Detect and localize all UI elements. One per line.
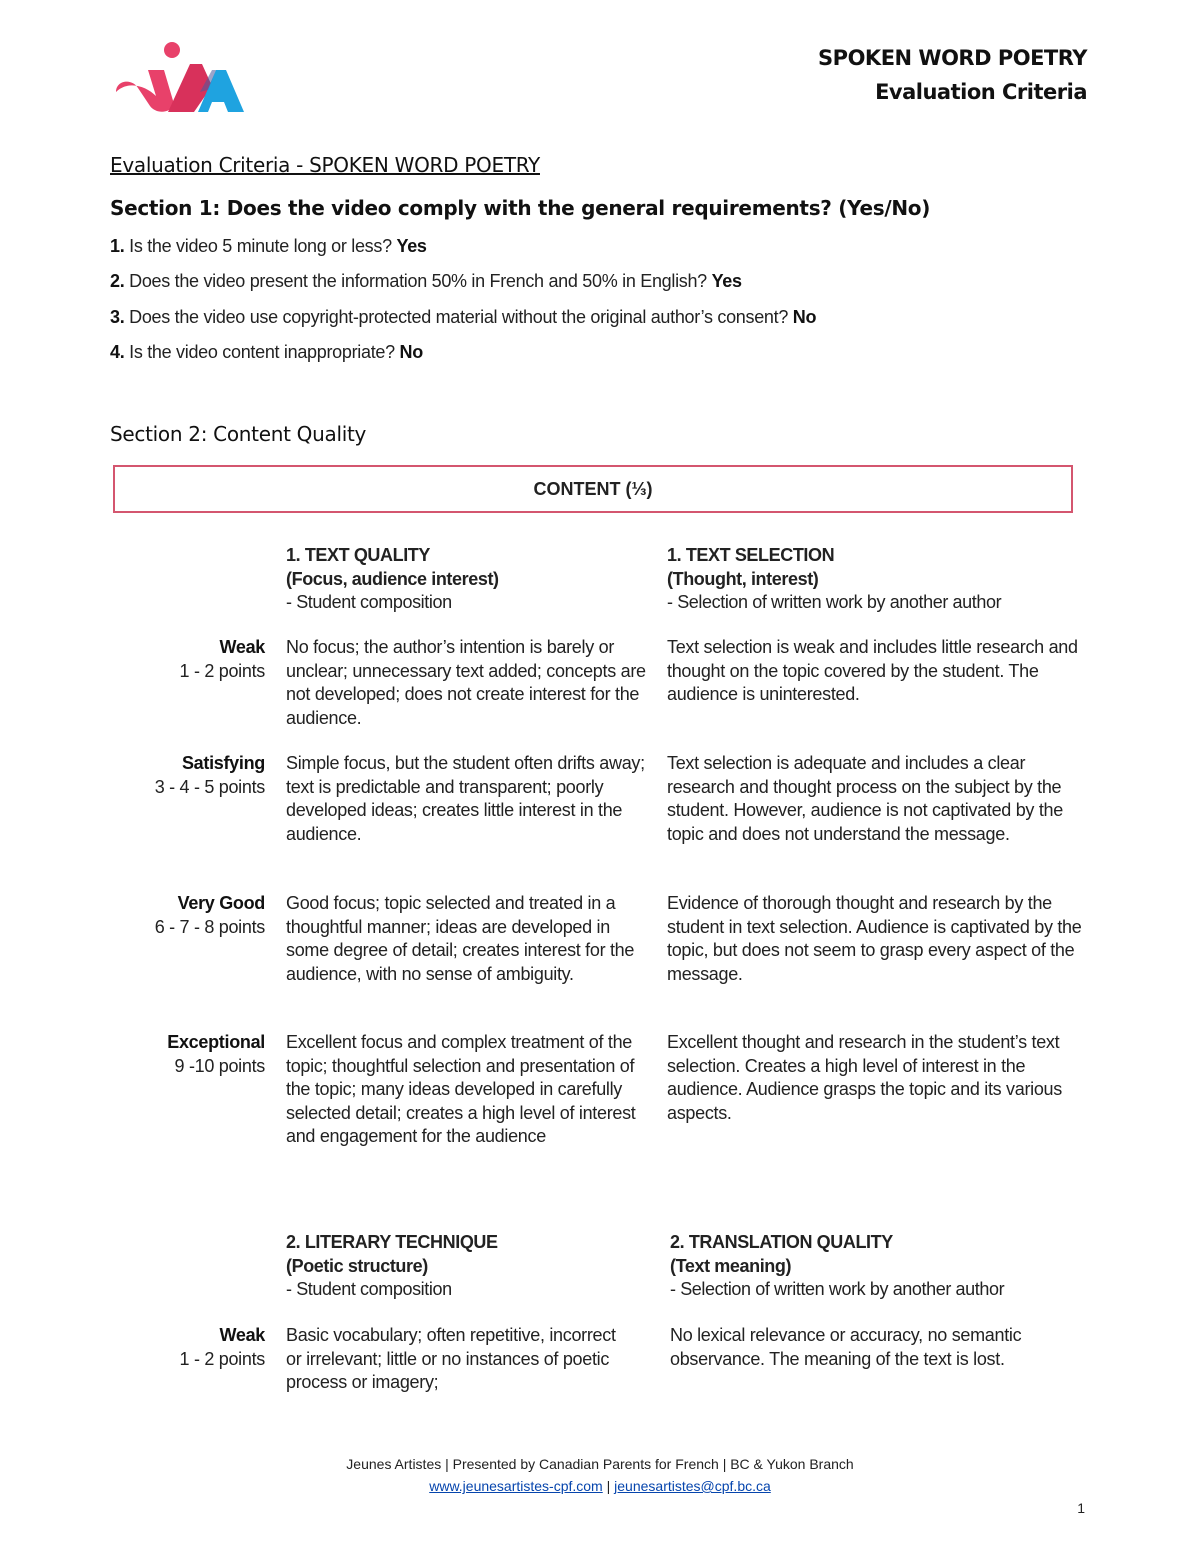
level-name: Weak (219, 637, 265, 657)
footer-credits: Jeunes Artistes | Presented by Canadian Parents for French | BC & Yukon Branch (346, 1456, 854, 1472)
criteria-cell: Text selection is weak and includes little research and thought on the topic covered by the student. The audience is uninterested. (667, 637, 1078, 704)
level-satisfying (105, 752, 265, 799)
level-weak (105, 636, 265, 683)
requirement-number: 3. (110, 307, 125, 327)
criteria-cell: No focus; the author’s intention is barely or unclear; unnecessary text added; concepts are not developed; does not create interest for the audience. (286, 637, 646, 728)
column-note: - Selection of written work by another author (667, 592, 1002, 612)
section2-heading: Section 2: Content Quality (110, 422, 367, 446)
column-subtitle: (Text meaning) (670, 1255, 792, 1276)
content-box-label: CONTENT (⅓) (533, 478, 653, 499)
requirement-question: Does the video present the information 50% in French and 50% in English? (124, 271, 707, 291)
level-points: 1 - 2 points (179, 1348, 265, 1369)
criteria-cell: Text selection is adequate and includes a clear research and thought process on the subject by the student. However, audience is not captivated by the topic and does not understand the message. (667, 753, 1063, 844)
column-title: 1. TEXT SELECTION (667, 545, 835, 565)
column-header-text-selection (667, 544, 1082, 615)
requirement-answer: No (792, 307, 817, 327)
requirement-question: Is the video content inappropriate? (124, 342, 395, 362)
header-subtitle: Evaluation Criteria (875, 80, 1087, 104)
column-title: 2. TRANSLATION QUALITY (670, 1232, 893, 1252)
footer-separator: | (602, 1478, 615, 1494)
column-title: 2. LITERARY TECHNIQUE (286, 1232, 498, 1252)
footer-links (0, 1478, 1200, 1494)
jeunes-artistes-logo (112, 40, 246, 116)
requirement-item (110, 236, 427, 257)
column-note: - Selection of written work by another author (670, 1279, 1005, 1299)
column-header-text-quality (286, 544, 651, 615)
column-header-literary-technique (286, 1231, 651, 1302)
document-title: Evaluation Criteria - SPOKEN WORD POETRY (110, 153, 540, 177)
requirement-question: Is the video 5 minute long or less? (124, 236, 392, 256)
column-subtitle: (Poetic structure) (286, 1255, 428, 1276)
requirement-number: 1. (110, 236, 125, 256)
column-note: - Student composition (286, 592, 452, 612)
column-subtitle: (Focus, audience interest) (286, 568, 499, 589)
level-name: Exceptional (167, 1032, 265, 1052)
level-name: Satisfying (181, 753, 265, 773)
criteria-cell: No lexical relevance or accuracy, no semantic observance. The meaning of the text is lost. (670, 1325, 1022, 1369)
email-link[interactable]: jeunesartistes@cpf.bc.ca (614, 1478, 771, 1494)
requirement-answer: No (399, 342, 423, 362)
level-name: Very Good (177, 893, 265, 913)
level-points: 6 - 7 - 8 points (154, 916, 265, 937)
content-box (113, 465, 1073, 513)
website-link[interactable]: www.jeunesartistes-cpf.com (429, 1478, 603, 1494)
criteria-cell: Simple focus, but the student often drifts away; text is predictable and transparent; poorly developed ideas; creates little interest in the audience. (286, 753, 645, 844)
criteria-cell: Good focus; topic selected and treated in a thoughtful manner; ideas are developed in some degree of detail; creates interest for the audience, with no sense of ambiguity. (286, 893, 635, 984)
criteria-cell: Excellent focus and complex treatment of the topic; thoughtful selection and presentation of the topic; many ideas developed in carefully selected detail; creates a high level of interest and engagement for the audience (286, 1032, 636, 1146)
column-note: - Student composition (286, 1279, 452, 1299)
requirement-question: Does the video use copyright-protected material without the original author’s consent? (124, 307, 789, 327)
level-exceptional (105, 1031, 265, 1078)
level-very-good (105, 892, 265, 939)
header-title: SPOKEN WORD POETRY (818, 46, 1087, 70)
level-points: 3 - 4 - 5 points (154, 776, 265, 797)
logo-j-shape (116, 70, 174, 112)
page-number: 1 (1077, 1500, 1085, 1516)
requirement-number: 4. (110, 342, 125, 362)
level-weak (105, 1324, 265, 1371)
column-subtitle: (Thought, interest) (667, 568, 819, 589)
column-header-translation-quality (670, 1231, 1085, 1302)
section1-heading: Section 1: Does the video comply with the general requirements? (Yes/No) (110, 196, 931, 220)
requirement-item (110, 307, 816, 328)
criteria-cell: Excellent thought and research in the student’s text selection. Creates a high level of interest in the audience. Audience grasps the topic and its various aspects. (667, 1032, 1062, 1123)
criteria-cell: Evidence of thorough thought and research by the student in text selection. Audience is captivated by the topic, but does not seem to grasp every aspect of the message. (667, 893, 1082, 984)
logo-dot (164, 42, 180, 58)
criteria-cell: Basic vocabulary; often repetitive, incorrect or irrelevant; little or no instances of poetic process or imagery; (286, 1325, 616, 1392)
requirement-number: 2. (110, 271, 125, 291)
column-title: 1. TEXT QUALITY (286, 545, 431, 565)
requirement-answer: Yes (711, 271, 742, 291)
requirement-item (110, 342, 423, 363)
requirement-item (110, 271, 742, 292)
level-name: Weak (219, 1325, 265, 1345)
level-points: 1 - 2 points (179, 660, 265, 681)
level-points: 9 -10 points (174, 1055, 265, 1076)
requirement-answer: Yes (396, 236, 427, 256)
